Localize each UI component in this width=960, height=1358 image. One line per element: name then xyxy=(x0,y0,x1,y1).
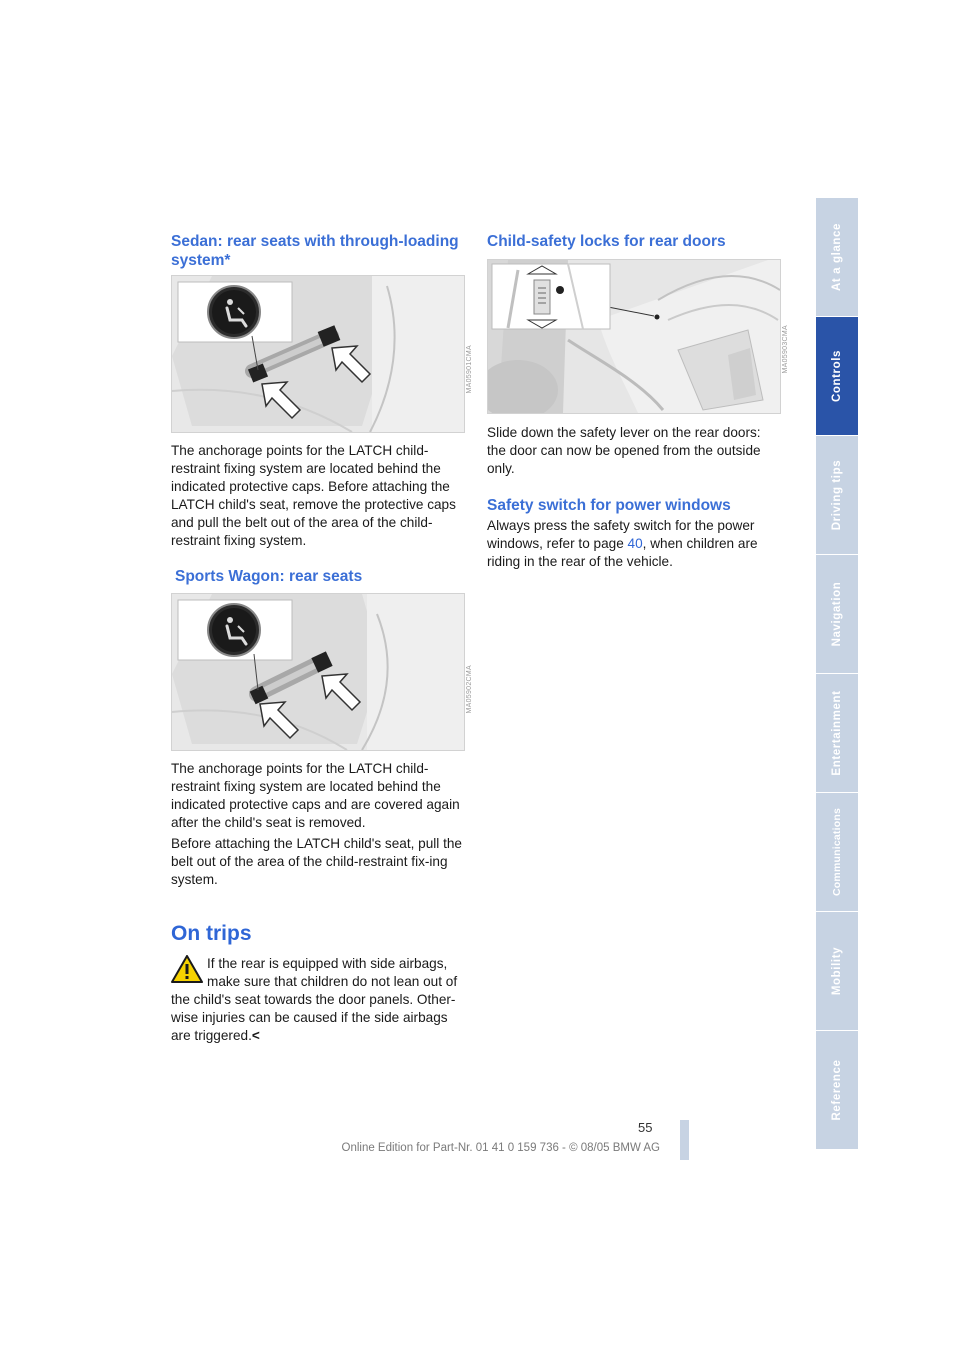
wagon-heading: Sports Wagon: rear seats xyxy=(175,568,363,585)
warning-paragraph xyxy=(171,955,467,1045)
wagon-figure-code: MA05902CMA xyxy=(466,665,473,714)
warning-end-mark: < xyxy=(251,1028,260,1043)
wagon-seat-figure xyxy=(171,593,465,751)
child-locks-heading: Child-safety locks for rear doors xyxy=(487,233,726,250)
door-lock-figure xyxy=(487,259,781,414)
tab-communications[interactable]: Communications xyxy=(816,793,858,912)
footer-text: Online Edition for Part-Nr. 01 41 0 159 736 - © 08/05 BMW AG xyxy=(341,1142,660,1154)
tab-driving-tips[interactable]: Driving tips xyxy=(816,436,858,555)
sedan-heading: Sedan: rear seats with through-loading system* xyxy=(171,233,459,269)
page-40-link[interactable]: 40 xyxy=(627,536,643,551)
page-number: 55 xyxy=(638,1120,653,1135)
windows-heading: Safety switch for power windows xyxy=(487,497,731,514)
tab-mobility[interactable]: Mobility xyxy=(816,912,858,1031)
locks-figure-code: MA05903CMA xyxy=(782,325,789,374)
tab-navigation[interactable]: Navigation xyxy=(816,555,858,674)
windows-paragraph: Always press the safety switch for the power windows, refer to page 40, when children are riding in the rear of the vehicle. xyxy=(487,518,758,569)
tab-entertainment[interactable]: Entertainment xyxy=(816,674,858,793)
child-locks-paragraph: Slide down the safety lever on the rear doors: the door can now be opened from the outside only. xyxy=(487,425,761,476)
on-trips-heading: On trips xyxy=(171,922,252,945)
chapter-tabs xyxy=(816,198,858,1150)
wagon-paragraph-2: Before attaching the LATCH child's seat, pull the belt out of the area of the child-restraint fix-ing system. xyxy=(171,836,462,887)
sedan-figure-code: MA05901CMA xyxy=(466,345,473,394)
warning-text: If the rear is equipped with side airbags, make sure that children do not lean out of the child's seat towards the door panels. Other-wise injuries can be caused if the side airbags are triggered. xyxy=(171,956,458,1043)
tab-at-a-glance[interactable]: At a glance xyxy=(816,198,858,317)
footer-bar xyxy=(680,1120,689,1160)
wagon-paragraph-1: The anchorage points for the LATCH child-restraint fixing system are located behind the indicated protective caps and are covered again after the child's seat is removed. xyxy=(171,761,460,830)
tab-reference[interactable]: Reference xyxy=(816,1031,858,1150)
tab-controls[interactable]: Controls xyxy=(816,317,858,436)
sedan-seat-figure xyxy=(171,275,465,433)
sedan-paragraph: The anchorage points for the LATCH child-restraint fixing system are located behind the indicated protective caps. Before attaching the LATCH child's seat, remove the protective caps and pull the belt out of the area of the child-restraint fixing system. xyxy=(171,443,456,548)
